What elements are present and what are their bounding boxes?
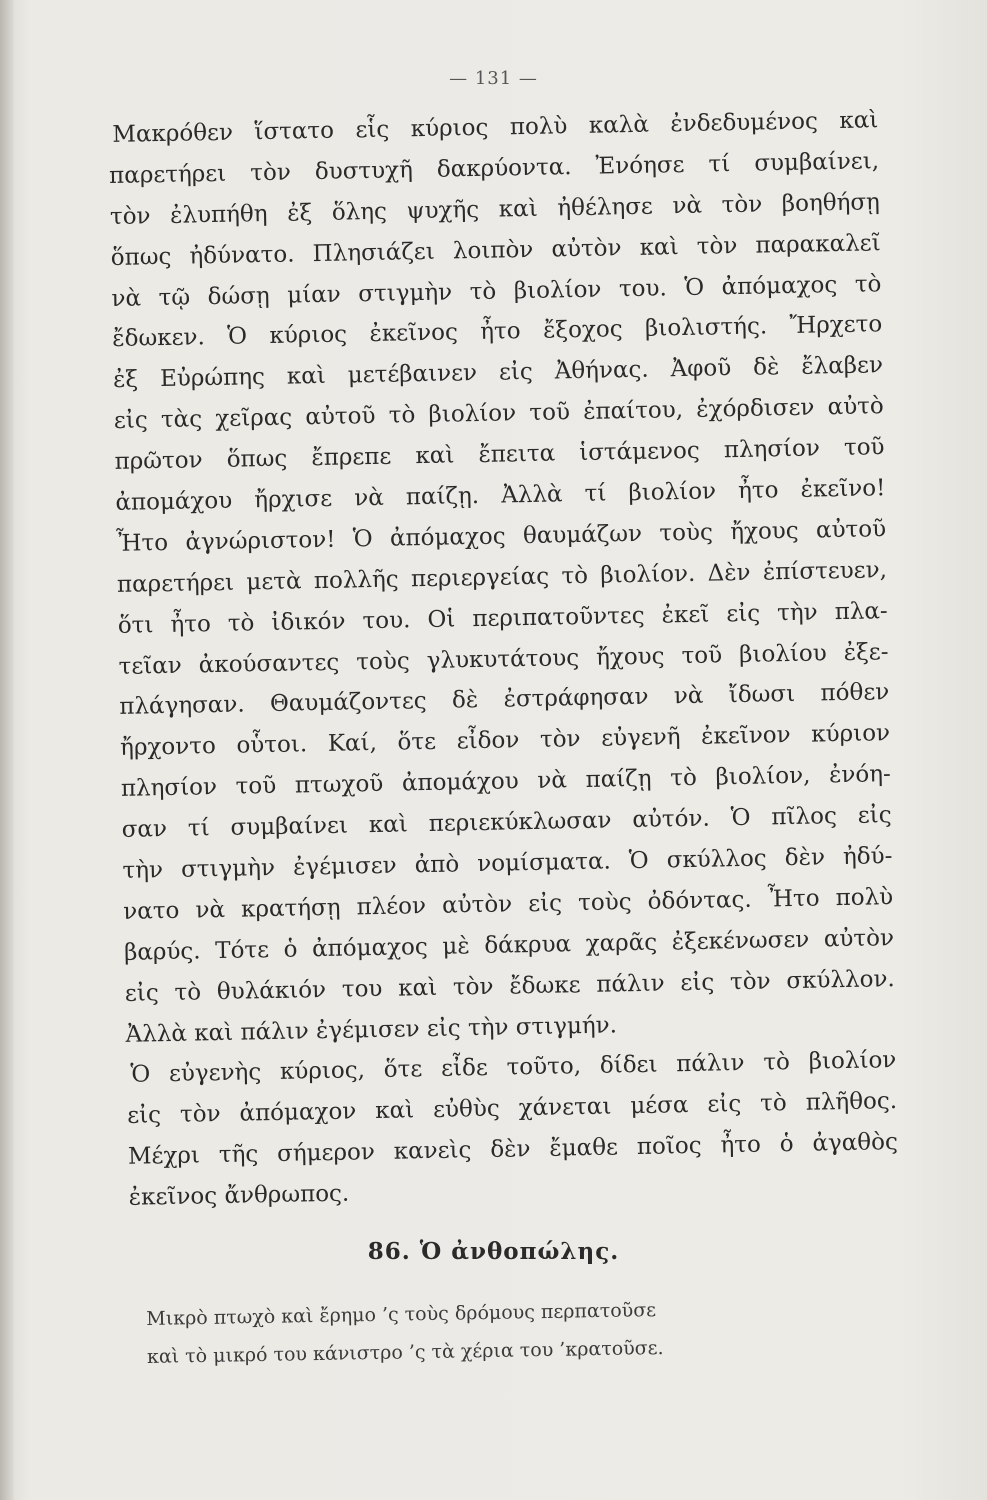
text-line: τὸν ἐλυπήθη ἐξ ὅλης ψυχῆς καὶ ἠθέλησε νὰ τὸν βοηθήσῃ (109, 188, 881, 230)
text-line: Ἦτο ἀγνώριστον! Ὁ ἀπόμαχος θαυμάζων τοὺς ἤχους αὐτοῦ (115, 516, 887, 557)
text-line: ἔδωκεν. Ὁ κύριος ἐκεῖνος ἦτο ἔξοχος βιολιστής. Ἤρχετο (112, 311, 883, 353)
text-line: εἰς τὸ θυλάκιόν του καὶ τὸν ἔδωκε πάλιν εἰς τὸν σκύλλον. (124, 965, 895, 1007)
text-line: εἰς τὰς χεῖρας αὐτοῦ τὸ βιολίον τοῦ ἐπαίτου, ἐχόρδισεν αὐτὸ (113, 393, 884, 435)
text-line: ἐξ Εὐρώπης καὶ μετέβαινεν εἰς Ἀθήνας. Ἀφοῦ δὲ ἔλαβεν (112, 352, 884, 394)
text-line: ὅπως ἠδύνατο. Πλησιάζει λοιπὸν αὐτὸν καὶ τὸν παρακαλεῖ (110, 229, 881, 271)
poem (146, 1287, 897, 1376)
section-title: 86. Ὁ ἀνθοπώλης. (367, 1238, 620, 1265)
text-line: ὅτι ἦτο τὸ ἰδικόν του. Οἱ περιπατοῦντες ἐκεῖ εἰς τὴν πλα- (117, 597, 888, 639)
poem-line: καὶ τὸ μικρό του κάνιστρο ’ς τὰ χέρια του ’κρατοῦσε. (146, 1336, 664, 1368)
page-number: — 131 — (449, 68, 538, 89)
text-line: τὴν στιγμὴν ἐγέμισεν ἀπὸ νομίσματα. Ὁ σκύλλος δὲν ἠδύ- (122, 843, 893, 884)
text-line: πλάγησαν. Θαυμάζοντες δὲ ἐστράφησαν νὰ ἴδωσι πόθεν (119, 679, 890, 721)
text-line: Μέχρι τῆς σήμερον κανεὶς δὲν ἔμαθε ποῖος ἦτο ὁ ἀγαθὸς (127, 1129, 899, 1171)
body-text (108, 100, 899, 1219)
text-line: Ἀλλὰ καὶ πάλιν ἐγέμισεν εἰς τὴν στιγμήν. (125, 1011, 618, 1048)
text-line: Ὁ εὐγενὴς κύριος, ὅτε εἶδε τοῦτο, δίδει πάλιν τὸ βιολίον (130, 1047, 897, 1089)
text-line: ἀπομάχου ἤρχισε νὰ παίζῃ. Ἀλλὰ τί βιολίον ἦτο ἐκεῖνο! (115, 475, 886, 516)
text-line: Μακρόθεν ἵστατο εἷς κύριος πολὺ καλὰ ἐνδεδυμένος καὶ (112, 107, 879, 148)
text-line: παρετήρει μετὰ πολλῆς περιεργείας τὸ βιολίον. Δὲν ἐπίστευεν, (116, 556, 888, 598)
text-line: σαν τί συμβαίνει καὶ περιεκύκλωσαν αὐτόν. Ὁ πῖλος εἰς (121, 802, 892, 844)
text-line: τεῖαν ἀκούσαντες τοὺς γλυκυτάτους ἤχους τοῦ βιολίου ἐξε- (118, 638, 889, 680)
text-line: νατο νὰ κρατήσῃ πλέον αὐτὸν εἰς τοὺς ὀδόντας. Ἦτο πολὺ (123, 883, 894, 925)
text-line: παρετήρει τὸν δυστυχῆ δακρύοντα. Ἐνόησε τί συμβαίνει, (108, 148, 880, 189)
page-binding-edge (0, 0, 14, 1500)
text-line: βαρύς. Τότε ὁ ἀπόμαχος μὲ δάκρυα χαρᾶς ἐξεκένωσεν αὐτὸν (123, 924, 895, 966)
text-line: ἤρχοντο οὗτοι. Καί, ὅτε εἶδον τὸν εὐγενῆ ἐκεῖνον κύριον (119, 720, 891, 762)
text-line: νὰ τῷ δώσῃ μίαν στιγμὴν τὸ βιολίον του. Ὁ ἀπόμαχος τὸ (111, 270, 882, 312)
text-line: ἐκεῖνος ἄνθρωπος. (128, 1180, 350, 1211)
text-line: πλησίον τοῦ πτωχοῦ ἀπομάχου νὰ παίζῃ τὸ βιολίον, ἐνόη- (120, 761, 892, 803)
poem-line: Μικρὸ πτωχὸ καὶ ἔρημο ’ς τοὺς δρόμους περπατοῦσε (146, 1299, 657, 1330)
text-line: εἰς τὸν ἀπόμαχον καὶ εὐθὺς χάνεται μέσα εἰς τὸ πλῆθος. (126, 1088, 898, 1130)
text-line: πρῶτον ὅπως ἔπρεπε καὶ ἔπειτα ἱστάμενος πλησίον τοῦ (114, 434, 885, 476)
